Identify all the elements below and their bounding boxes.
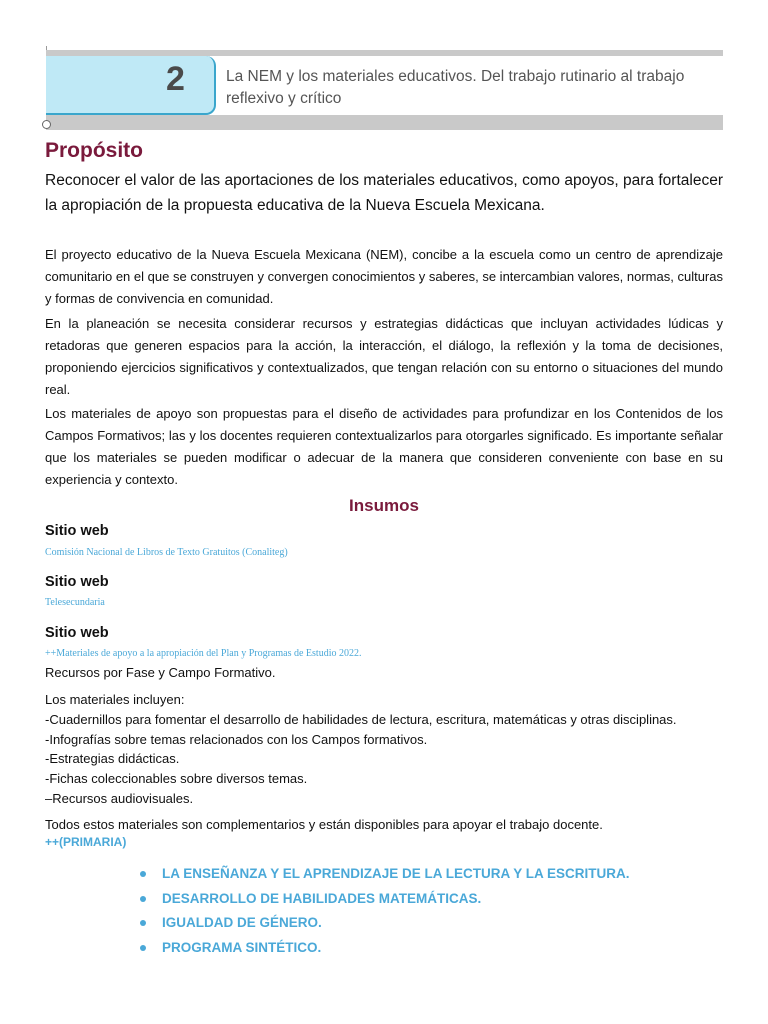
proposito-heading: Propósito xyxy=(45,139,143,162)
bullet-link-lectura[interactable] xyxy=(140,866,630,891)
body-paragraph-1: El proyecto educativo de la Nueva Escuela Mexicana (NEM), concibe a la escuela como un centro de aprendizaje comunitario en el que se construyen y convergen conocimientos y saberes, se intercambian valores, normas, culturas y formas de convivencia en comunidad. xyxy=(45,247,723,306)
todos-text: Todos estos materiales son complementarios y están disponibles para apoyar el trabajo docente. xyxy=(45,817,603,832)
bullet-link-matematicas[interactable] xyxy=(140,891,630,916)
header-corner-dot xyxy=(42,120,51,129)
header-number-box xyxy=(46,56,216,115)
bullet-link-programa[interactable] xyxy=(140,940,630,965)
list-item: -Cuadernillos para fomentar el desarrollo de habilidades de lectura, escritura, matemáticas y otras disciplinas. xyxy=(45,711,677,727)
bullet-icon xyxy=(140,896,146,902)
site-heading-2: Sitio web xyxy=(45,574,109,590)
primaria-links-list xyxy=(140,866,630,964)
body-paragraph-3: Los materiales de apoyo son propuestas para el diseño de actividades para profundizar en los Contenidos de los Campos Formativos; las y los docentes requieren contextualizarlos para otorgarles significado. Es importante señalar que los materiales se pueden modificar o adecuar de la manera que consideren conveniente con base en su experiencia y contexto. xyxy=(45,406,723,487)
insumos-heading: Insumos xyxy=(349,496,419,515)
bullet-label: LA ENSEÑANZA Y EL APRENDIZAJE DE LA LECTURA Y LA ESCRITURA. xyxy=(162,866,630,881)
materials-list xyxy=(45,690,677,809)
section-title: La NEM y los materiales educativos. Del trabajo rutinario al trabajo reflexivo y crítico xyxy=(226,68,685,107)
list-item: Los materiales incluyen: xyxy=(45,692,185,707)
header-bottom-bar xyxy=(46,115,723,130)
bullet-icon xyxy=(140,920,146,926)
bullet-label: IGUALDAD DE GÉNERO. xyxy=(162,915,322,930)
bullet-icon xyxy=(140,945,146,951)
bullet-label: PROGRAMA SINTÉTICO. xyxy=(162,939,322,955)
site-heading-1: Sitio web xyxy=(45,523,109,539)
bullet-link-genero[interactable] xyxy=(140,915,630,940)
proposito-text: Reconocer el valor de las aportaciones de los materiales educativos, como apoyos, para fortalecer la apropiación de la propuesta educativa de la Nueva Escuela Mexicana. xyxy=(45,172,723,214)
list-item: –Recursos audiovisuales. xyxy=(45,790,194,806)
section-number: 2 xyxy=(166,60,185,98)
materiales-apoyo-link[interactable]: ++Materiales de apoyo a la apropiación del Plan y Programas de Estudio 2022. xyxy=(45,648,362,659)
list-item: -Estrategias didácticas. xyxy=(45,751,180,767)
body-paragraph-2: En la planeación se necesita considerar recursos y estrategias didácticas que incluyan actividades lúdicas y retadoras que generen espacios para la acción, la interacción, el diálogo, la reflexión y la toma de decisiones, proponiendo ejercicios significativos y contextualizados, que tengan relación con su entorno o situaciones del mundo real. xyxy=(45,316,723,397)
telesecundaria-link[interactable]: Telesecundaria xyxy=(45,597,105,608)
primaria-link[interactable]: ++(PRIMARIA) xyxy=(45,835,127,849)
list-item: -Fichas coleccionables sobre diversos temas. xyxy=(45,771,308,787)
bullet-label: DESARROLLO DE HABILIDADES MATEMÁTICAS. xyxy=(162,890,482,906)
recursos-text: Recursos por Fase y Campo Formativo. xyxy=(45,665,276,680)
bullet-icon xyxy=(140,871,146,877)
conaliteg-link[interactable]: Comisión Nacional de Libros de Texto Gratuitos (Conaliteg) xyxy=(45,547,288,558)
list-item: -Infografías sobre temas relacionados con los Campos formativos. xyxy=(45,731,428,747)
site-heading-3: Sitio web xyxy=(45,625,109,641)
